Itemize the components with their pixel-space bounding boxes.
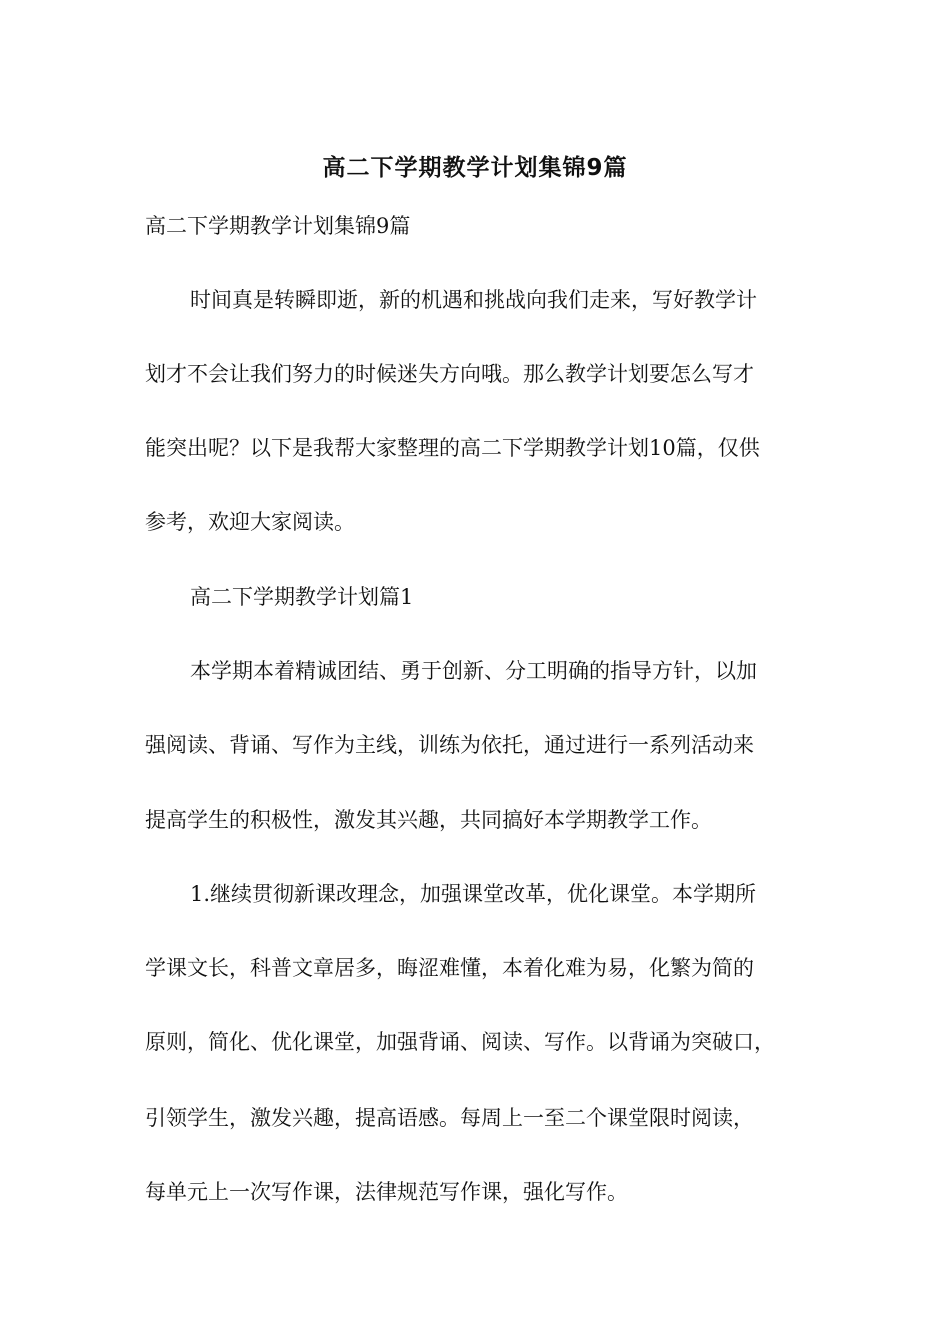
paragraph-2-line-2: 学课文长，科普文章居多，晦涩难懂，本着化难为易，化繁为简的 <box>145 956 754 980</box>
paragraph-2-line-4: 引领学生，激发兴趣，提高语感。每周上一至二个课堂限时阅读， <box>145 1106 754 1130</box>
paragraph-1-line-3: 提高学生的积极性，激发其兴趣，共同搞好本学期教学工作。 <box>145 808 712 832</box>
document-title: 高二下学期教学计划集锦9篇 <box>322 155 628 181</box>
intro-line-2: 划才不会让我们努力的时候迷失方向哦。那么教学计划要怎么写才 <box>145 362 754 386</box>
paragraph-2-line-3: 原则，简化、优化课堂，加强背诵、阅读、写作。以背诵为突破口， <box>145 1030 775 1054</box>
section-heading: 高二下学期教学计划篇1 <box>190 585 414 609</box>
paragraph-1-line-2: 强阅读、背诵、写作为主线，训练为依托，通过进行一系列活动来 <box>145 733 754 757</box>
intro-line-4: 参考，欢迎大家阅读。 <box>145 510 355 534</box>
paragraph-2-line-5: 每单元上一次写作课，法律规范写作课，强化写作。 <box>145 1180 628 1204</box>
paragraph-2-line-1: 1.继续贯彻新课改理念，加强课堂改革，优化课堂。本学期所 <box>190 882 757 906</box>
subtitle-line: 高二下学期教学计划集锦9篇 <box>145 214 411 238</box>
paragraph-1-line-1: 本学期本着精诚团结、勇于创新、分工明确的指导方针，以加 <box>190 659 757 683</box>
intro-line-1: 时间真是转瞬即逝，新的机遇和挑战向我们走来，写好教学计 <box>190 288 757 312</box>
intro-line-3: 能突出呢？以下是我帮大家整理的高二下学期教学计划10篇，仅供 <box>145 436 760 460</box>
